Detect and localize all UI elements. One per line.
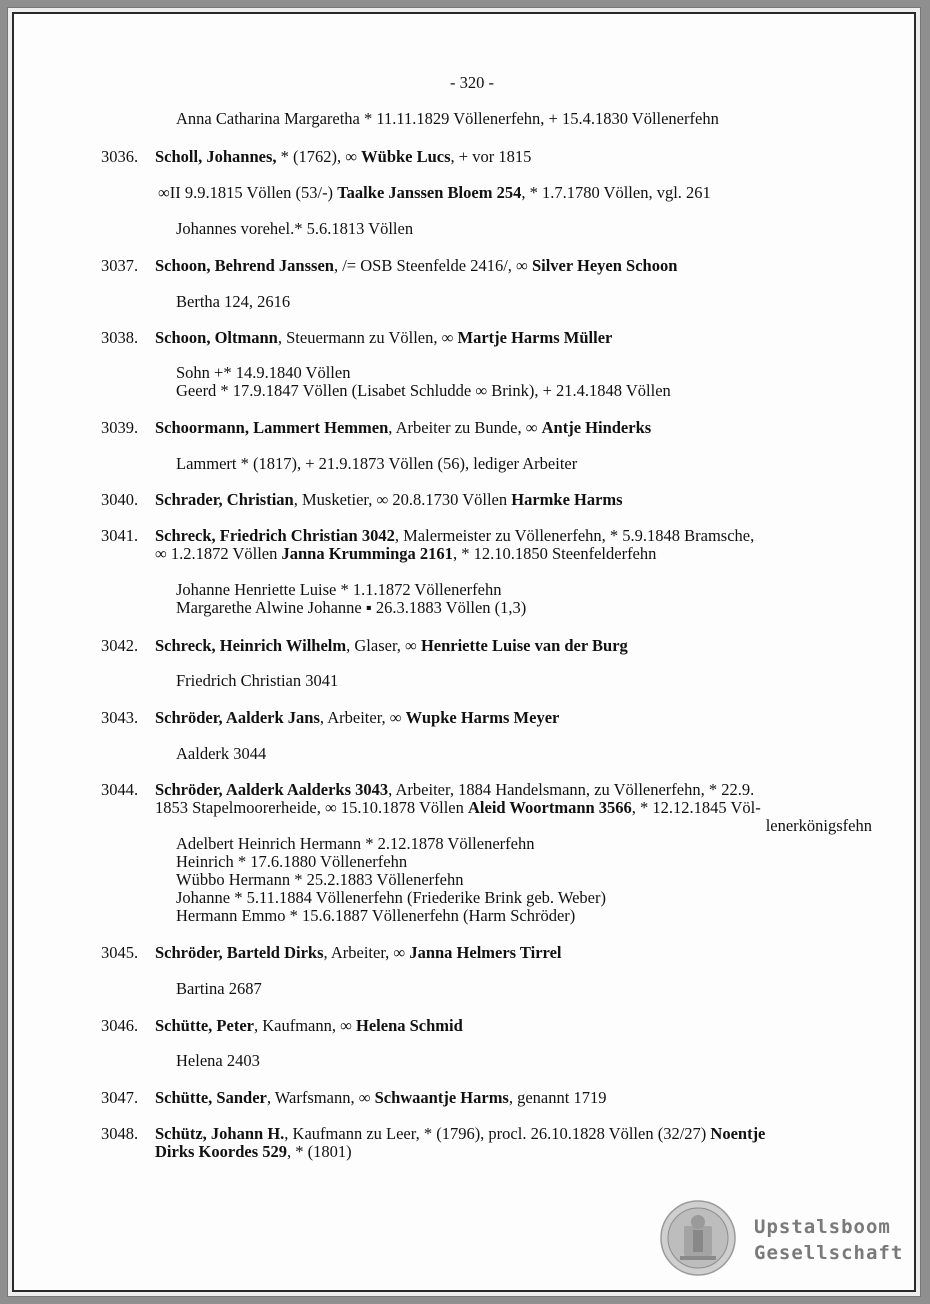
entry-line: Wübbo Hermann * 25.2.1883 Völlenerfehn xyxy=(176,870,464,889)
entry-line: Johanne Henriette Luise * 1.1.1872 Völlenerfehn xyxy=(176,580,502,599)
entry-line: Heinrich * 17.6.1880 Völlenerfehn xyxy=(176,852,408,871)
entry-line: Sohn +* 14.9.1840 Völlen xyxy=(176,363,351,382)
entry-number: 3046. xyxy=(101,1016,139,1035)
entry-line: Schoon, Behrend Janssen, /= OSB Steenfelde 2416/, ∞ Silver Heyen Schoon xyxy=(155,256,678,275)
brand-line-2: Gesellschaft xyxy=(754,1242,904,1264)
entry-number: 3042. xyxy=(101,636,139,655)
entry-line: Schoon, Oltmann, Steuermann zu Völlen, ∞ Martje Harms Müller xyxy=(155,328,613,347)
entry-line: Hermann Emmo * 15.6.1887 Völlenerfehn (Harm Schröder) xyxy=(176,906,576,925)
entry-line: Friedrich Christian 3041 xyxy=(176,671,339,690)
entry-number: 3040. xyxy=(101,490,139,509)
entry-line: Schütte, Peter, Kaufmann, ∞ Helena Schmid xyxy=(155,1016,463,1035)
page-number: - 320 - xyxy=(450,73,494,92)
entry-number: 3044. xyxy=(101,780,139,799)
entry-line: Schreck, Friedrich Christian 3042, Malermeister zu Völlenerfehn, * 5.9.1848 Bramsche, xyxy=(155,526,755,545)
entry-number: 3047. xyxy=(101,1088,139,1107)
entry-number: 3045. xyxy=(101,943,139,962)
entry-line: Geerd * 17.9.1847 Völlen (Lisabet Schludde ∞ Brink), + 21.4.1848 Völlen xyxy=(176,381,671,400)
entry-line: 1853 Stapelmoorerheide, ∞ 15.10.1878 Völlen Aleid Woortmann 3566, * 12.12.1845 Völ- xyxy=(155,798,761,817)
entry-line: Anna Catharina Margaretha * 11.11.1829 Völlenerfehn, + 15.4.1830 Völlenerfehn xyxy=(176,109,719,128)
entry-line: Schröder, Aalderk Aalderks 3043, Arbeiter, 1884 Handelsmann, zu Völlenerfehn, * 22.9. xyxy=(155,780,755,799)
entry-number: 3038. xyxy=(101,328,139,347)
entry-number: 3041. xyxy=(101,526,139,545)
entry-line: Margarethe Alwine Johanne ▪ 26.3.1883 Völlen (1,3) xyxy=(176,598,527,617)
entry-line: Bartina 2687 xyxy=(176,979,262,998)
entry-line: Johanne * 5.11.1884 Völlenerfehn (Friederike Brink geb. Weber) xyxy=(176,888,606,907)
entry-line: Schreck, Heinrich Wilhelm, Glaser, ∞ Henriette Luise van der Burg xyxy=(155,636,628,655)
entry-line: Schütz, Johann H., Kaufmann zu Leer, * (1796), procl. 26.10.1828 Völlen (32/27) Noentje xyxy=(155,1124,766,1143)
entry-line: Lammert * (1817), + 21.9.1873 Völlen (56), lediger Arbeiter xyxy=(176,454,578,473)
entry-line: Schoormann, Lammert Hemmen, Arbeiter zu Bunde, ∞ Antje Hinderks xyxy=(155,418,652,437)
document-page xyxy=(12,12,916,1292)
entry-number: 3048. xyxy=(101,1124,139,1143)
entry-line: Dirks Koordes 529, * (1801) xyxy=(155,1142,352,1161)
entry-number: 3036. xyxy=(101,147,139,166)
entry-line: ∞II 9.9.1815 Völlen (53/-) Taalke Janssen Bloem 254, * 1.7.1780 Völlen, vgl. 261 xyxy=(158,183,711,202)
entry-line: Schröder, Barteld Dirks, Arbeiter, ∞ Janna Helmers Tirrel xyxy=(155,943,562,962)
entry-line: lenerkönigsfehn xyxy=(765,816,872,835)
entry-number: 3039. xyxy=(101,418,139,437)
entry-number: 3037. xyxy=(101,256,139,275)
entry-line: Helena 2403 xyxy=(176,1051,260,1070)
entry-line: Schütte, Sander, Warfsmann, ∞ Schwaantje Harms, genannt 1719 xyxy=(155,1088,607,1107)
entry-number: 3043. xyxy=(101,708,139,727)
entry-line: Scholl, Johannes, * (1762), ∞ Wübke Lucs, + vor 1815 xyxy=(155,147,532,166)
brand-line-1: Upstalsboom xyxy=(754,1216,891,1238)
entry-line: ∞ 1.2.1872 Völlen Janna Krumminga 2161, * 12.10.1850 Steenfelderfehn xyxy=(155,544,657,563)
entry-line: Schrader, Christian, Musketier, ∞ 20.8.1730 Völlen Harmke Harms xyxy=(155,490,623,509)
entry-line: Adelbert Heinrich Hermann * 2.12.1878 Völlenerfehn xyxy=(176,834,535,853)
entry-line: Bertha 124, 2616 xyxy=(176,292,291,311)
seal-logo-icon xyxy=(660,1200,736,1276)
entry-line: Johannes vorehel.* 5.6.1813 Völlen xyxy=(176,219,414,238)
entry-line: Schröder, Aalderk Jans, Arbeiter, ∞ Wupke Harms Meyer xyxy=(155,708,560,727)
entry-line: Aalderk 3044 xyxy=(176,744,267,763)
